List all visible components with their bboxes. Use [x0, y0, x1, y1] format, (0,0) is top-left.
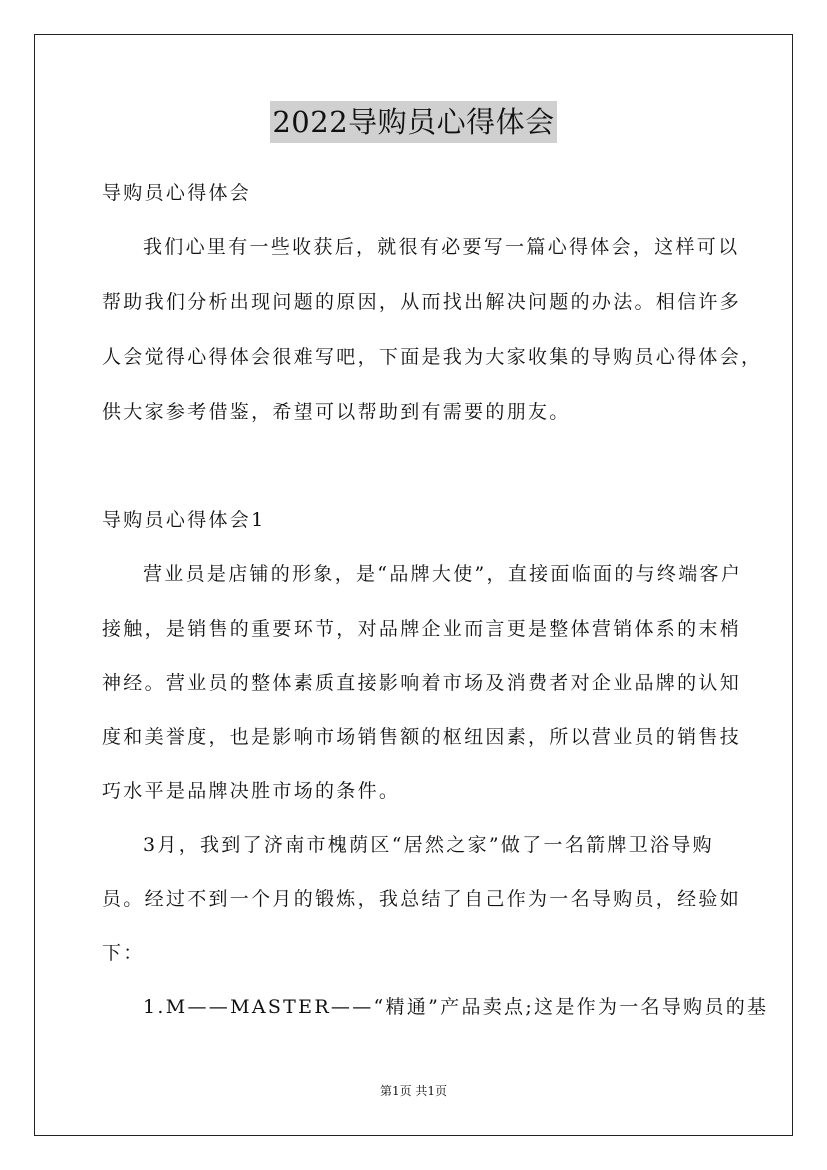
paragraph-line: 巧水平是品牌决胜市场的条件。 [102, 780, 401, 802]
section-heading: 导购员心得体会1 [102, 509, 266, 531]
paragraph-line: 接触，是销售的重要环节，对品牌企业而言更是整体营销体系的末梢 [102, 618, 742, 640]
intro-line: 帮助我们分析出现问题的原因，从而找出解决问题的办法。相信许多 [102, 291, 742, 313]
paragraph-line: 3月，我到了济南市槐荫区“居然之家”做了一名箭牌卫浴导购 [143, 834, 714, 856]
paragraph-line: 营业员是店铺的形象，是“品牌大使”，直接面临面的与终端客户 [143, 563, 743, 585]
subtitle: 导购员心得体会 [102, 182, 252, 204]
paragraph-line: 1.M——MASTER——“精通”产品卖点;这是作为一名导购员的基 [143, 996, 769, 1018]
paragraph-line: 度和美誉度，也是影响市场销售额的枢纽因素，所以营业员的销售技 [102, 726, 742, 748]
intro-line: 人会觉得心得体会很难写吧，下面是我为大家收集的导购员心得体会， [102, 346, 763, 368]
title-wrap [0, 101, 827, 143]
paragraph-line: 员。经过不到一个月的锻炼，我总结了自己作为一名导购员，经验如 [102, 888, 742, 910]
intro-line: 供大家参考借鉴，希望可以帮助到有需要的朋友。 [102, 401, 571, 423]
paragraph-line: 下： [102, 942, 145, 964]
intro-line: 我们心里有一些收获后，就很有必要写一篇心得体会，这样可以 [143, 236, 740, 258]
paragraph-line: 神经。营业员的整体素质直接影响着市场及消费者对企业品牌的认知 [102, 672, 742, 694]
document-title: 2022导购员心得体会 [270, 101, 556, 143]
page-footer: 第1页 共1页 [379, 1084, 448, 1098]
